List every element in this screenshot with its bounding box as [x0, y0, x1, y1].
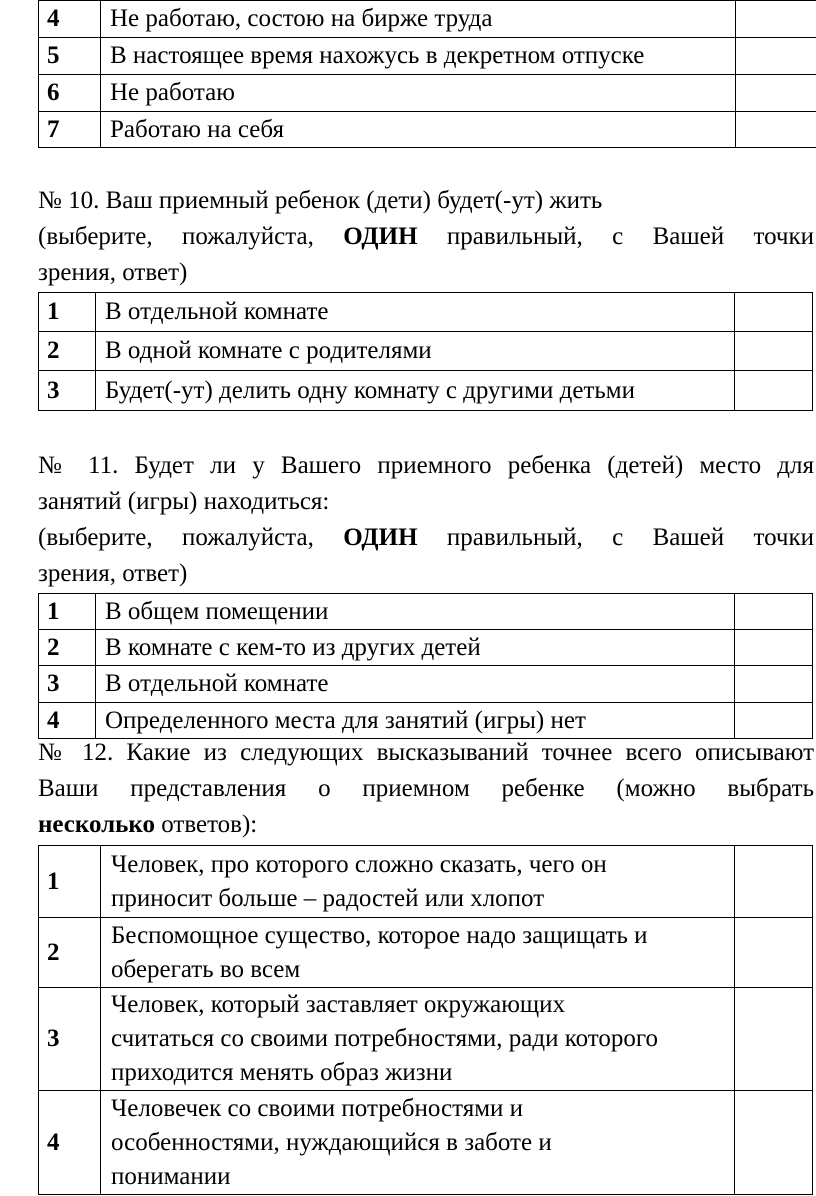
- table-row: [39, 988, 813, 1091]
- answer-cell[interactable]: [735, 332, 813, 371]
- row-number: 6: [39, 75, 101, 112]
- answer-cell[interactable]: [736, 1, 816, 38]
- option-text: Не работаю, состою на бирже труда: [101, 1, 736, 38]
- table-row: [39, 630, 813, 666]
- question-10-table: [38, 292, 813, 411]
- option-text: В комнате с кем-то из других детей: [96, 630, 735, 666]
- question-11-title-end: занятий (игры) находиться:: [38, 488, 330, 515]
- option-text: В настоящее время нахожусь в декретном отпуске: [101, 38, 736, 75]
- question-12-instruction: несколько ответов):: [38, 811, 258, 838]
- answer-cell[interactable]: [735, 666, 813, 703]
- answer-cell[interactable]: [735, 1091, 813, 1195]
- table-row: [39, 703, 813, 739]
- row-number: 1: [39, 846, 101, 918]
- question-10-instruction: (выберите, пожалуйста, ОДИН правильный, с Вашей точки: [38, 223, 815, 250]
- answer-cell[interactable]: [736, 112, 816, 148]
- answer-cell[interactable]: [736, 75, 816, 112]
- row-number: 2: [39, 630, 96, 666]
- table-row: [39, 332, 813, 371]
- question-12-table: [38, 845, 813, 1195]
- row-number: 1: [39, 594, 96, 630]
- row-number: 4: [39, 1, 101, 38]
- answer-cell[interactable]: [736, 38, 816, 75]
- table-row: [39, 38, 816, 75]
- table-row: [39, 112, 816, 148]
- answer-cell[interactable]: [735, 371, 813, 411]
- question-10: [38, 183, 814, 291]
- question-11-title: № 11. Будет ли у Вашего приемного ребенка (детей) место для: [38, 452, 814, 479]
- table-row: [39, 918, 813, 988]
- row-number: 1: [39, 293, 96, 332]
- option-text: Беспомощное существо, которое надо защищать и оберегать во всем: [101, 918, 735, 988]
- option-text: Определенного места для занятий (игры) нет: [96, 703, 735, 739]
- row-number: 2: [39, 332, 96, 371]
- table-row: [39, 75, 816, 112]
- question-11-instruction-end: зрения, ответ): [38, 560, 188, 587]
- question-12-title-cont: Ваши представления о приемном ребенке (можно выбрать: [38, 775, 814, 802]
- option-text: Работаю на себя: [101, 112, 736, 148]
- table-row: [39, 1, 816, 38]
- option-text: В одной комнате с родителями: [96, 332, 735, 371]
- question-12-title: № 12. Какие из следующих высказываний точнее всего описывают: [38, 739, 814, 766]
- answer-cell[interactable]: [735, 988, 813, 1091]
- option-text: Человечек со своими потребностями и особенностями, нуждающийся в заботе и понимании: [101, 1091, 735, 1195]
- answer-cell[interactable]: [735, 630, 813, 666]
- answer-cell[interactable]: [735, 703, 813, 739]
- table-row: [39, 1091, 813, 1195]
- row-number: 3: [39, 988, 101, 1091]
- option-text: В отдельной комнате: [96, 293, 735, 332]
- question-11-table: [38, 593, 813, 739]
- table-row: [39, 371, 813, 411]
- question-10-instruction-end: зрения, ответ): [38, 259, 188, 286]
- row-number: 3: [39, 666, 96, 703]
- question-10-title: № 10. Ваш приемный ребенок (дети) будет(-ут) жить: [38, 187, 603, 214]
- table-row: [39, 293, 813, 332]
- option-text: Человек, который заставляет окружающих считаться со своими потребностями, ради которого приходится менять образ жизни: [101, 988, 735, 1091]
- question-12: [38, 735, 814, 843]
- question-11-instruction: (выберите, пожалуйста, ОДИН правильный, с Вашей точки: [38, 524, 815, 551]
- option-text: Будет(-ут) делить одну комнату с другими детьми: [96, 371, 735, 411]
- row-number: 4: [39, 1091, 101, 1195]
- question-11: [38, 448, 814, 592]
- table-row: [39, 846, 813, 918]
- row-number: 3: [39, 371, 96, 411]
- answer-cell[interactable]: [735, 293, 813, 332]
- row-number: 7: [39, 112, 101, 148]
- row-number: 5: [39, 38, 101, 75]
- row-number: 4: [39, 703, 96, 739]
- row-number: 2: [39, 918, 101, 988]
- table-row: [39, 594, 813, 630]
- employment-table: [38, 0, 816, 148]
- table-row: [39, 666, 813, 703]
- answer-cell[interactable]: [735, 594, 813, 630]
- answer-cell[interactable]: [735, 918, 813, 988]
- option-text: Человек, про которого сложно сказать, чего он приносит больше – радостей или хлопот: [101, 846, 735, 918]
- option-text: Не работаю: [101, 75, 736, 112]
- option-text: В отдельной комнате: [96, 666, 735, 703]
- answer-cell[interactable]: [735, 846, 813, 918]
- option-text: В общем помещении: [96, 594, 735, 630]
